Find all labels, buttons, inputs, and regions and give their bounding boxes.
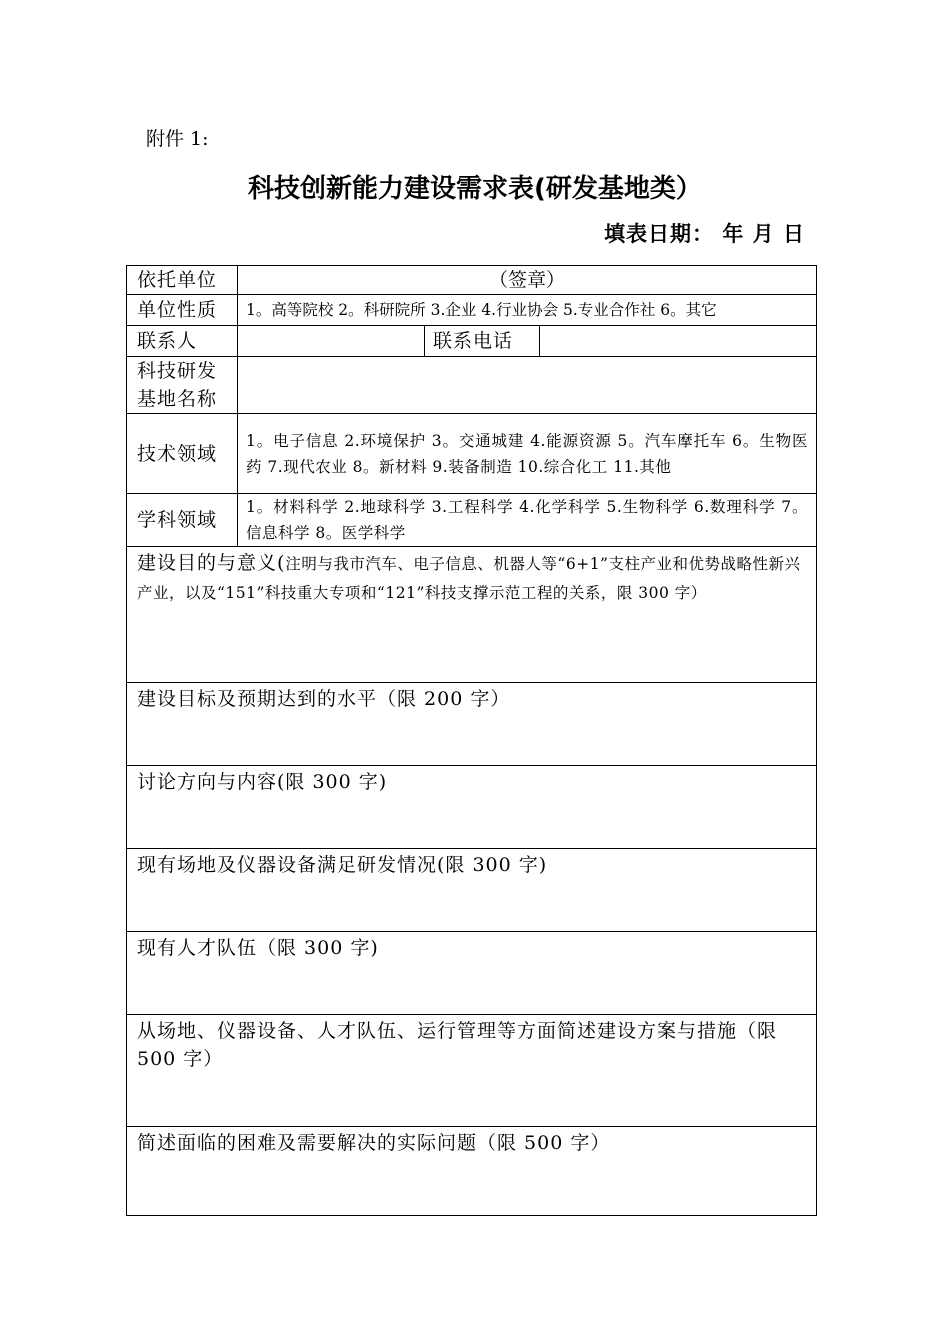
base-name-label — [127, 357, 238, 414]
talent-section[interactable]: 现有人才队伍（限 300 字) — [127, 932, 817, 1015]
fill-date: 填表日期： 年 月 日 — [604, 221, 805, 246]
row-direction — [127, 766, 817, 849]
unit-nature-options[interactable]: 1。高等院校 2。科研院所 3.企业 4.行业协会 5.专业合作社 6。其它 — [238, 295, 817, 326]
tech-field-options[interactable]: 1。电子信息 2.环境保护 3。交通城建 4.能源资源 5。汽车摩托车 6。生物医药 7.现代农业 8。新材料 9.装备制造 10.综合化工 11.其他 — [238, 414, 817, 494]
row-goal — [127, 683, 817, 766]
tech-field-label: 技术领域 — [127, 414, 238, 494]
row-base-name — [127, 357, 817, 414]
row-plan — [127, 1015, 817, 1127]
unit-nature-label: 单位性质 — [127, 295, 238, 326]
plan-section[interactable]: 从场地、仪器设备、人才队伍、运行管理等方面简述建设方案与措施（限 500 字） — [127, 1015, 817, 1127]
problems-section[interactable]: 简述面临的困难及需要解决的实际问题（限 500 字） — [127, 1127, 817, 1216]
base-name-label-line-1: 科技研发 — [137, 360, 218, 382]
phone-label: 联系电话 — [425, 326, 540, 357]
row-problems — [127, 1127, 817, 1216]
purpose-note: 注明与我市汽车、电子信息、机器人等“6+1”支柱产业和优势战略性新兴产业，以及“151”科技重大专项和“121”科技支撑示范工程的关系，限 300 字） — [137, 555, 801, 602]
row-subject-field — [127, 494, 817, 547]
purpose-section[interactable] — [127, 547, 817, 683]
base-name-label-line-2: 基地名称 — [137, 388, 218, 410]
row-tech-field — [127, 414, 817, 494]
equipment-section[interactable]: 现有场地及仪器设备满足研发情况(限 300 字) — [127, 849, 817, 932]
purpose-title: 建设目的与意义( — [137, 552, 286, 574]
host-unit-label: 依托单位 — [127, 266, 238, 295]
row-talent — [127, 932, 817, 1015]
row-unit-nature — [127, 295, 817, 326]
attachment-label: 附件 1: — [146, 128, 209, 150]
host-unit-seal[interactable]: （签章） — [238, 266, 817, 295]
base-name-field[interactable] — [238, 357, 817, 414]
row-host-unit — [127, 266, 817, 295]
requirement-form-table — [126, 265, 817, 1216]
subject-field-options[interactable]: 1。材料科学 2.地球科学 3.工程科学 4.化学科学 5.生物科学 6.数理科学 7。信息科学 8。医学科学 — [238, 494, 817, 547]
row-equipment — [127, 849, 817, 932]
contact-label: 联系人 — [127, 326, 238, 357]
direction-section[interactable]: 讨论方向与内容(限 300 字) — [127, 766, 817, 849]
subject-field-label: 学科领域 — [127, 494, 238, 547]
row-purpose — [127, 547, 817, 683]
contact-field[interactable] — [238, 326, 425, 357]
row-contact — [127, 326, 817, 357]
goal-section[interactable]: 建设目标及预期达到的水平（限 200 字） — [127, 683, 817, 766]
phone-field[interactable] — [540, 326, 817, 357]
document-title: 科技创新能力建设需求表(研发基地类） — [248, 174, 702, 204]
